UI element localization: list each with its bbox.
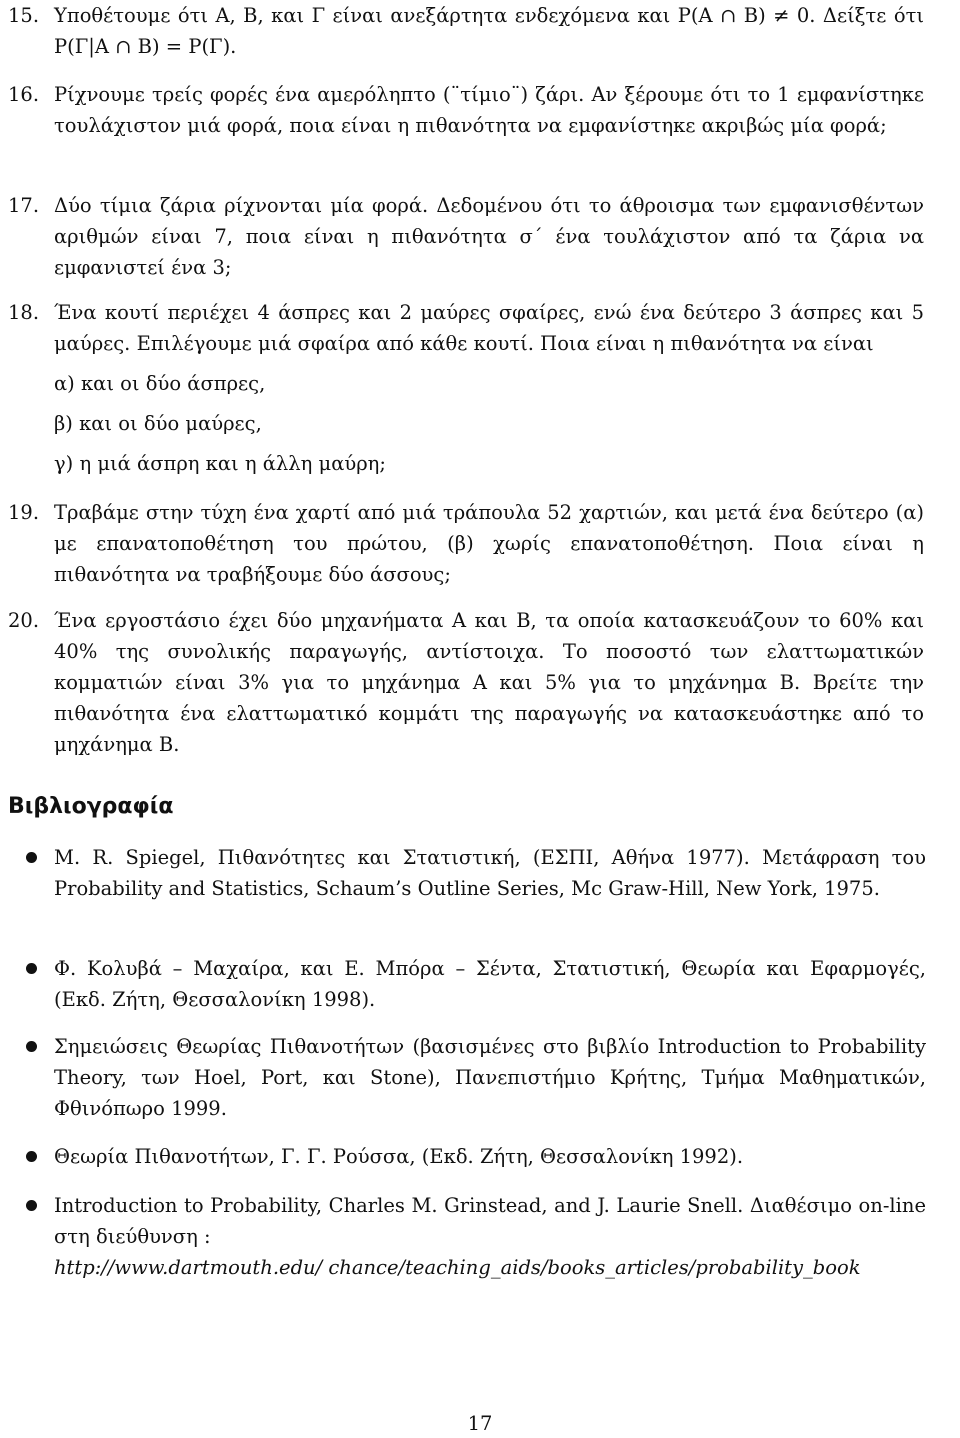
bibliography-entry-text: M. R. Spiegel, Πιθανότητες και Στατιστική, (ΕΣΠΙ, Αθήνα 1977). Μετάφραση του Probability and Statistics, Schaum’s Outline Series, Mc Graw-Hill, New York, 1975. [54, 846, 926, 900]
problem-text: Δύο τίμια ζάρια ρίχνονται μία φορά. Δεδομένου ότι το άθροισμα των εμφανισθέντων αριθμών είναι 7, ποια είναι η πιθανότητα σ΄ ένα τουλάχιστον από τα ζάρια να εμφανιστεί ένα 3; [54, 194, 924, 279]
bibliography-entry [26, 953, 926, 1015]
problem-19 [8, 497, 924, 590]
problem-text: Ένα εργοστάσιο έχει δύο μηχανήματα A και B, τα οποία κατασκευάζουν το 60% και 40% της συνολικής παραγωγής, αντίστοιχα. Το ποσοστό των ελαττωματικών κομματιών είναι 3% για το μηχάνημα A και 5% για το μηχάνημα B. Βρείτε την πιθανότητα ένα ελαττωματικό κομμάτι της παραγωγής να κατασκευάστηκε από το μηχάνημα B. [54, 609, 924, 756]
bibliography-entry-text: Φ. Κολυβά – Μαχαίρα, και Ε. Μπόρα – Σέντα, Στατιστική, Θεωρία και Εφαρμογές, (Εκδ. Ζήτη, Θεσσαλονίκη 1998). [54, 957, 926, 1011]
bibliography-entry [26, 1141, 926, 1172]
bibliography-entry [26, 1190, 926, 1283]
problem-18 [8, 297, 924, 479]
problem-number: 18. [8, 301, 40, 324]
problem-16 [8, 79, 924, 141]
problem-subitem-c: γ) η μιά άσπρη και η άλλη μαύρη; [54, 452, 386, 475]
problem-text: Τραβάμε στην τύχη ένα χαρτί από μιά τράπουλα 52 χαρτιών, και μετά ένα δεύτερο (α) με επανατοποθέτηση του πρώτου, (β) χωρίς επανατοποθέτηση. Ποια είναι η πιθανότητα να τραβήξουμε δύο άσσους; [54, 501, 924, 586]
bullet-icon [26, 1200, 37, 1211]
problem-text: Ένα κουτί περιέχει 4 άσπρες και 2 μαύρες σφαίρες, ενώ ένα δεύτερο 3 άσπρες και 5 μαύρες. Επιλέγουμε μιά σφαίρα από κάθε κουτί. Ποια είναι η πιθανότητα να είναι [54, 301, 924, 355]
page-number: 17 [467, 1412, 493, 1435]
problem-text: Υποθέτουμε ότι A, B, και Γ είναι ανεξάρτητα ενδεχόμενα και P(A ∩ B) ≠ 0. Δείξτε ότι P(Γ|A ∩ B) = P(Γ). [54, 4, 924, 58]
bullet-icon [26, 1151, 37, 1162]
problem-number: 17. [8, 194, 40, 217]
bibliography-heading: Βιβλιογραφία [8, 794, 174, 819]
bibliography-entry-text: Θεωρία Πιθανοτήτων, Γ. Γ. Ρούσσα, (Εκδ. Ζήτη, Θεσσαλονίκη 1992). [54, 1145, 744, 1168]
bibliography-entry [26, 842, 926, 904]
bullet-icon [26, 852, 37, 863]
bibliography-entry [26, 1031, 926, 1124]
problem-number: 15. [8, 4, 40, 27]
problem-text: Ρίχνουμε τρείς φορές ένα αμερόληπτο (¨τίμιο¨) ζάρι. Αν ξέρουμε ότι το 1 εμφανίστηκε τουλάχιστον μιά φορά, ποια είναι η πιθανότητα να εμφανίστηκε ακριβώς μία φορά; [54, 83, 924, 137]
problem-17 [8, 190, 924, 283]
problem-number: 20. [8, 609, 40, 632]
problem-subitem-a: α) και οι δύο άσπρες, [54, 372, 266, 395]
problem-20 [8, 605, 924, 760]
problem-15 [8, 0, 924, 62]
bullet-icon [26, 963, 37, 974]
problem-number: 16. [8, 83, 40, 106]
bibliography-entry-text: Σημειώσεις Θεωρίας Πιθανοτήτων (βασισμένες στο βιβλίο Introduction to Probability Theory, των Hoel, Port, και Stone), Πανεπιστήμιο Κρήτης, Τμήμα Μαθηματικών, Φθινόπωρο 1999. [54, 1035, 926, 1120]
bibliography-entry-text: Introduction to Probability, Charles M. Grinstead, and J. Laurie Snell. Διαθέσιμο on-line στη διεύθυνση : [54, 1194, 926, 1248]
problem-number: 19. [8, 501, 40, 524]
problem-subitem-b: β) και οι δύο μαύρες, [54, 412, 262, 435]
bibliography-url-link[interactable]: http://www.dartmouth.edu/ chance/teaching_aids/books_articles/probability_book [54, 1256, 861, 1279]
bullet-icon [26, 1041, 37, 1052]
